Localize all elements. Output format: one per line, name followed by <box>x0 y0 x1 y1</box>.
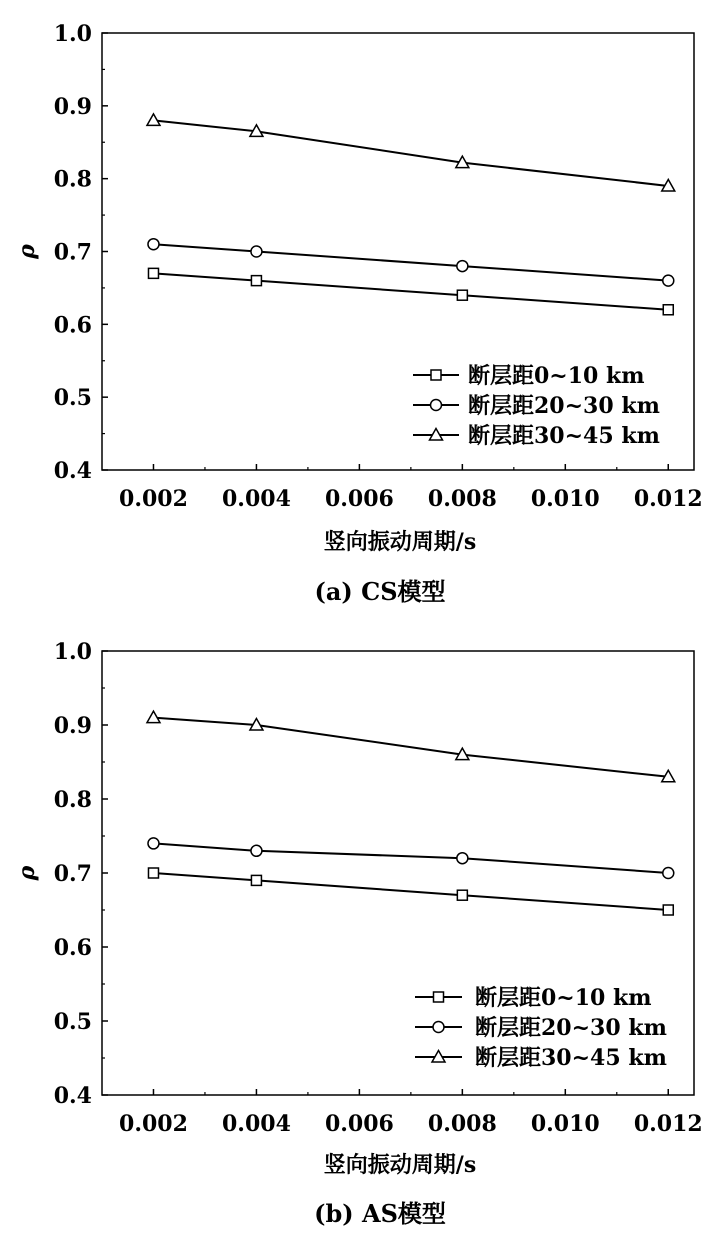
y-tick-label: 0.9 <box>53 713 92 739</box>
x-tick-label: 0.010 <box>530 1111 600 1137</box>
y-tick-label: 0.5 <box>53 385 92 412</box>
y-axis-label: ρ <box>14 865 40 881</box>
data-point-square <box>251 276 261 286</box>
data-point-circle <box>457 261 468 272</box>
data-point-circle <box>251 845 262 856</box>
legend-label: 断层距30~45 km <box>468 423 660 449</box>
data-point-square <box>251 875 261 885</box>
y-tick-label: 0.8 <box>53 787 92 813</box>
series-2 <box>148 838 674 879</box>
data-point-circle <box>663 275 674 286</box>
y-tick-label: 1.0 <box>53 21 92 47</box>
data-point-triangle <box>147 114 160 126</box>
data-point-square <box>663 305 673 315</box>
data-point-circle <box>148 838 159 849</box>
x-tick-label: 0.004 <box>221 1111 291 1137</box>
data-point-square <box>457 890 467 900</box>
legend-label: 断层距0~10 km <box>475 985 652 1011</box>
legend-label: 断层距20~30 km <box>475 1015 667 1041</box>
x-tick-label: 0.008 <box>427 1111 497 1137</box>
data-point-circle <box>148 239 159 250</box>
y-tick-label: 0.4 <box>53 458 92 484</box>
series-line <box>153 718 668 777</box>
y-tick-label: 1.0 <box>53 639 92 665</box>
data-point-triangle <box>147 711 160 723</box>
y-axis-label: ρ <box>14 244 40 259</box>
legend-marker-circle <box>433 1022 444 1033</box>
x-tick-label: 0.002 <box>119 486 188 512</box>
series-line <box>153 843 668 873</box>
legend <box>415 985 667 1071</box>
data-point-circle <box>457 853 468 864</box>
y-tick-label: 0.6 <box>53 312 92 339</box>
x-tick-label: 0.004 <box>221 486 291 512</box>
x-tick-label: 0.008 <box>427 486 497 512</box>
chart-panel-a <box>14 21 703 606</box>
series-3 <box>147 114 675 191</box>
legend-marker-circle <box>431 400 442 411</box>
y-tick-label: 0.5 <box>53 1009 92 1035</box>
legend-label: 断层距30~45 km <box>475 1045 667 1071</box>
y-tick-label: 0.4 <box>53 1083 92 1109</box>
chart-panel-b <box>14 639 703 1228</box>
legend-label: 断层距0~10 km <box>468 363 645 389</box>
data-point-circle <box>663 868 674 879</box>
legend-marker-square <box>431 370 441 380</box>
chart-caption: (a) CS模型 <box>314 577 446 606</box>
x-axis-label: 竖向振动周期/s <box>323 1152 477 1178</box>
x-tick-label: 0.006 <box>324 486 394 512</box>
legend-label: 断层距20~30 km <box>468 393 660 419</box>
y-tick-label: 0.7 <box>53 239 92 266</box>
y-tick-label: 0.9 <box>53 93 92 120</box>
data-point-square <box>663 905 673 915</box>
series-line <box>153 120 668 186</box>
series-line <box>153 873 668 910</box>
chart-caption: (b) AS模型 <box>314 1199 446 1228</box>
x-axis-label: 竖向振动周期/s <box>323 529 477 555</box>
x-tick-label: 0.010 <box>530 486 600 512</box>
series-1 <box>148 868 673 915</box>
x-tick-label: 0.002 <box>119 1111 188 1137</box>
series-line <box>153 273 668 309</box>
y-tick-label: 0.7 <box>53 861 92 887</box>
x-tick-label: 0.012 <box>633 1111 703 1137</box>
legend-marker-square <box>434 992 444 1002</box>
series-3 <box>147 711 675 782</box>
x-tick-label: 0.012 <box>633 486 703 512</box>
legend <box>413 363 660 449</box>
x-tick-label: 0.006 <box>324 1111 394 1137</box>
data-point-square <box>148 868 158 878</box>
data-point-square <box>148 268 158 278</box>
series-line <box>153 244 668 280</box>
data-point-circle <box>251 246 262 257</box>
data-point-square <box>457 290 467 300</box>
y-tick-label: 0.8 <box>53 166 92 193</box>
y-tick-label: 0.6 <box>53 935 92 961</box>
